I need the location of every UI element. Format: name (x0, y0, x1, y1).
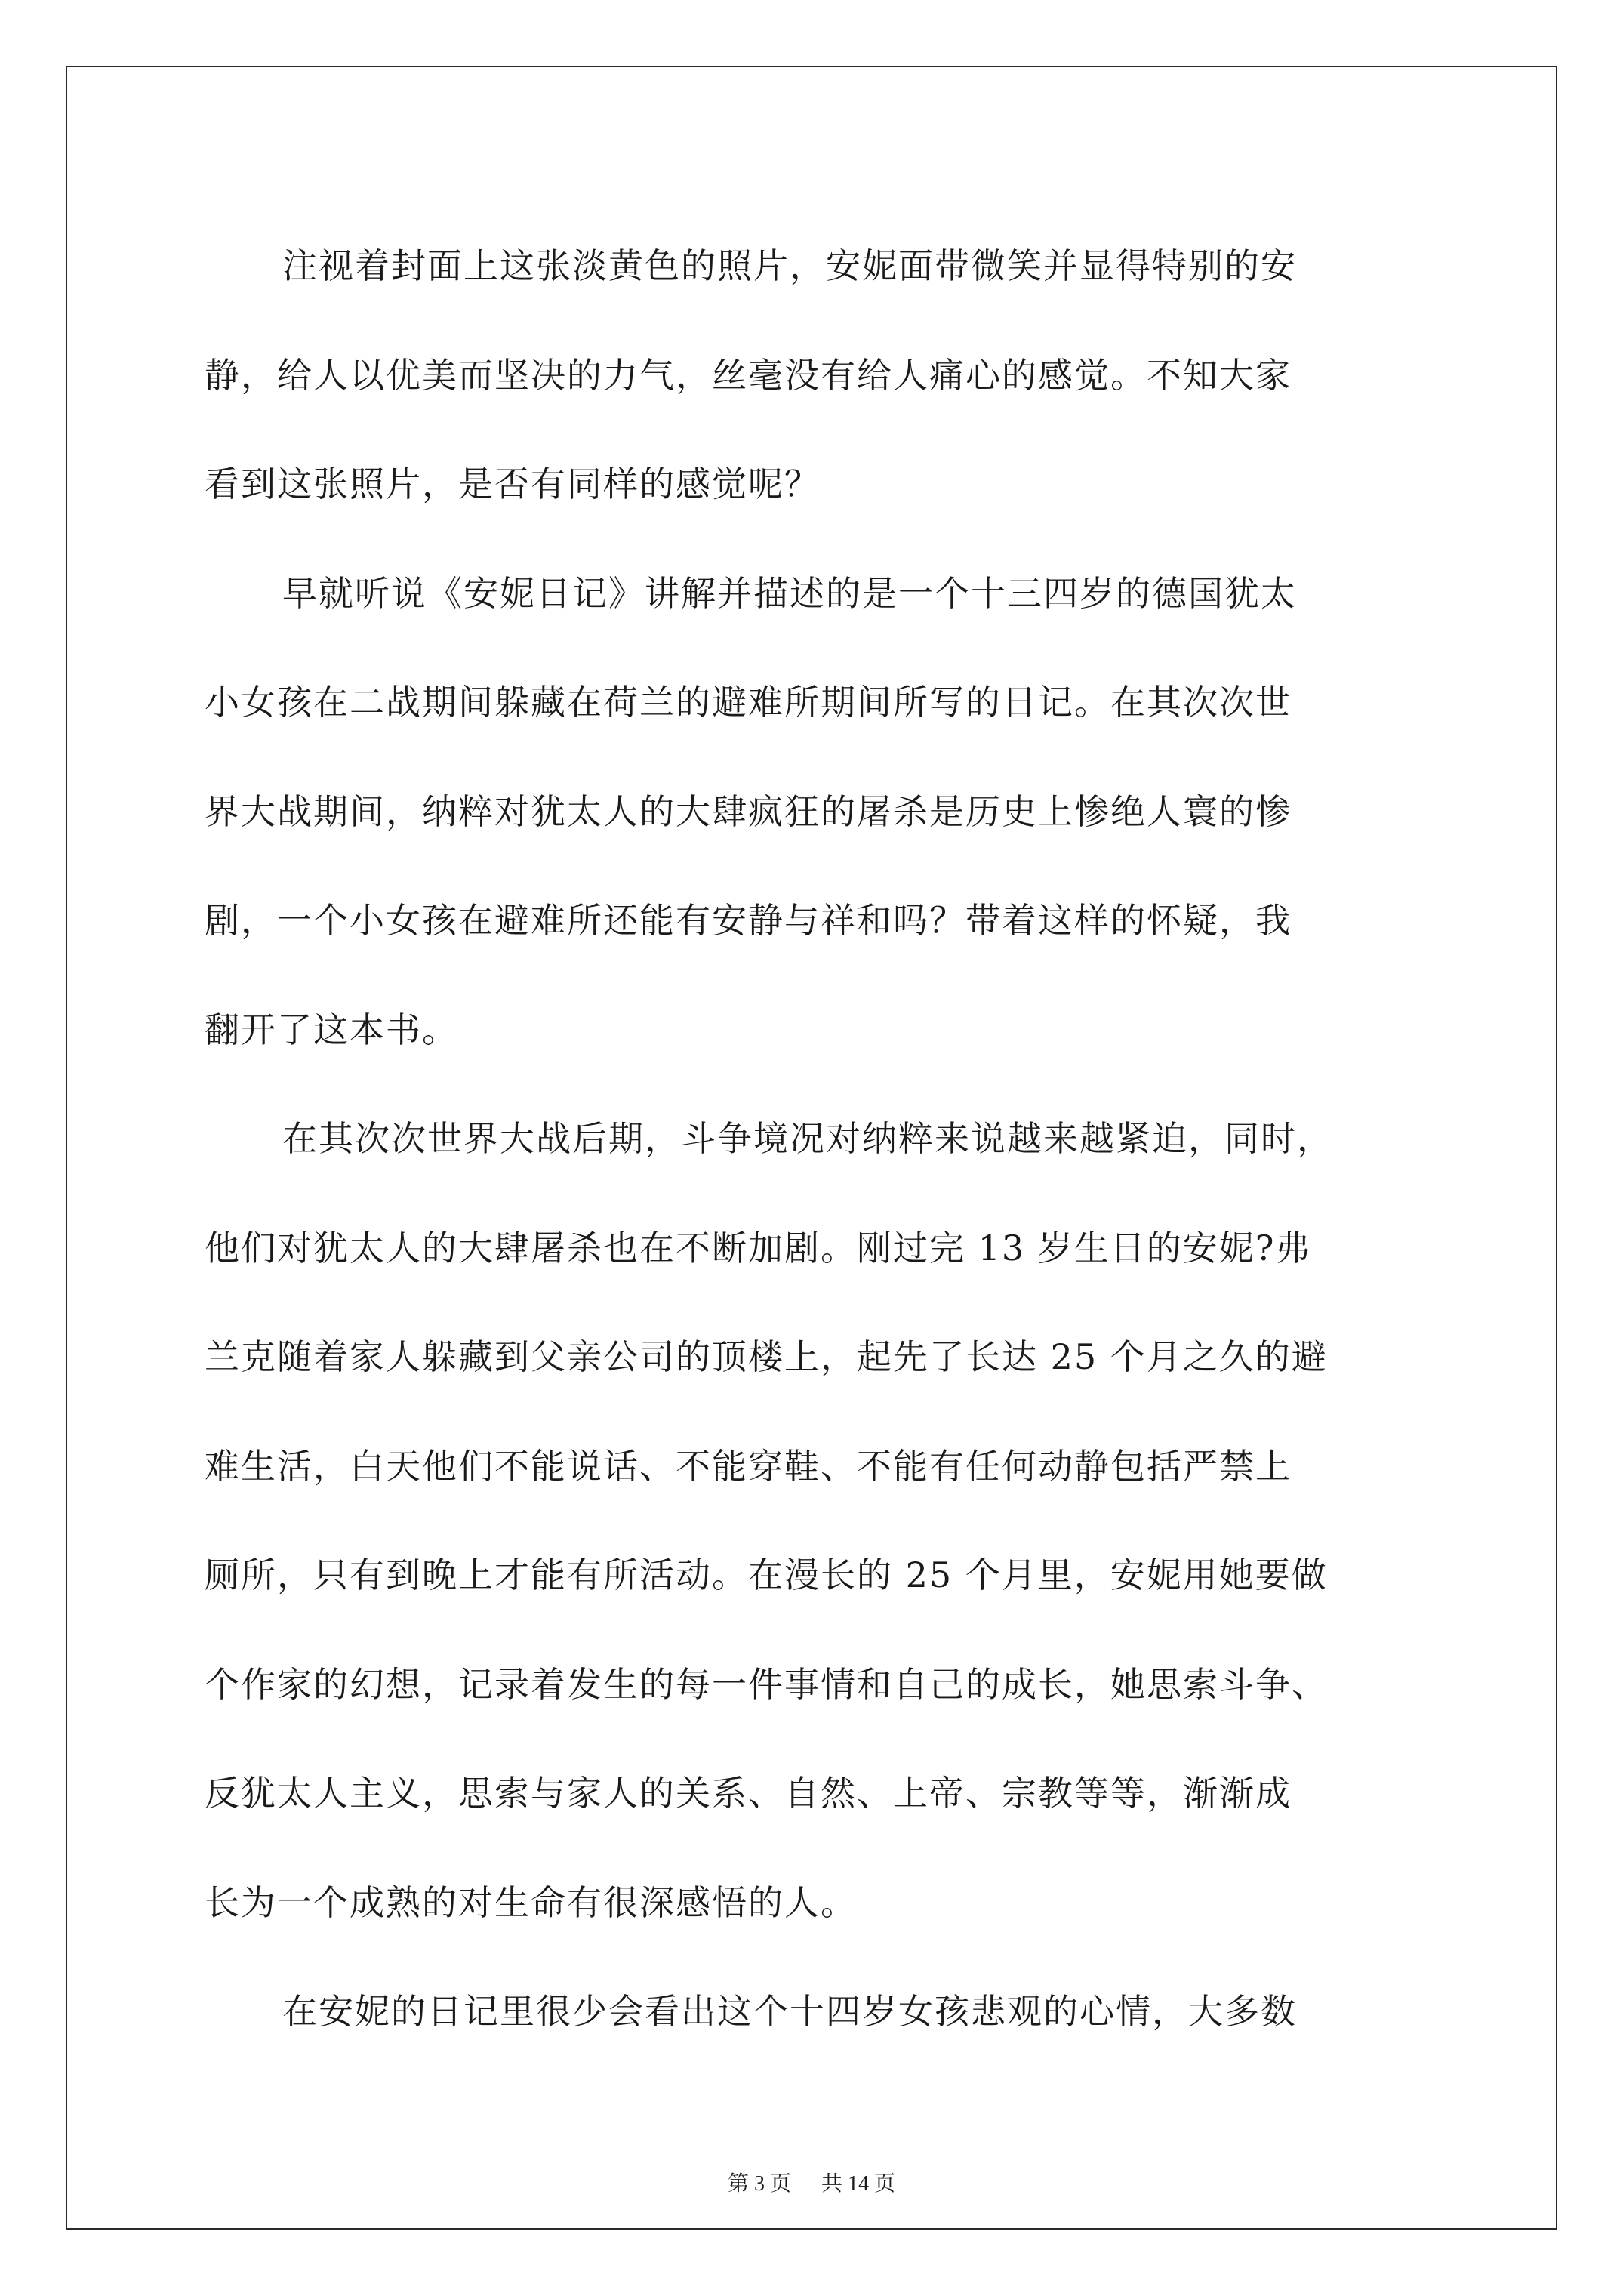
paragraph-3-line-6: 个作家的幻想，记录着发生的每一件事情和自己的成长，她思索斗争、 (205, 1663, 1328, 1705)
paragraph-3-line-3: 兰克随着家人躲藏到父亲公司的顶楼上，起先了长达 25 个月之久的避 (205, 1336, 1328, 1377)
paragraph-2-line-3: 界大战期间，纳粹对犹太人的大肆疯狂的屠杀是历史上惨绝人寰的惨 (205, 791, 1292, 832)
paragraph-4-line-1: 在安妮的日记里很少会看出这个十四岁女孩悲观的心情，大多数 (282, 1991, 1297, 2032)
paragraph-1-line-1: 注视着封面上这张淡黄色的照片，安妮面带微笑并显得特别的安 (282, 245, 1297, 286)
paragraph-3-line-7: 反犹太人主义，思索与家人的关系、自然、上帝、宗教等等，渐渐成 (205, 1773, 1292, 1814)
paragraph-2-line-1: 早就听说《安妮日记》讲解并描述的是一个十三四岁的德国犹太 (282, 572, 1297, 614)
page-footer (0, 2167, 1623, 2197)
page-number: 第 3 页 (727, 2172, 791, 2196)
paragraph-3-line-4: 难生活，白天他们不能说话、不能穿鞋、不能有任何动静包括严禁上 (205, 1445, 1292, 1487)
paragraph-1-line-3: 看到这张照片，是否有同样的感觉呢？ (205, 464, 821, 504)
paragraph-3-line-8: 长为一个成熟的对生命有很深感悟的人。 (205, 1881, 857, 1923)
paragraph-3-line-2: 他们对犹太人的大肆屠杀也在不断加剧。刚过完 13 岁生日的安妮?弗 (205, 1227, 1312, 1268)
paragraph-3-line-5: 厕所，只有到晚上才能有所活动。在漫长的 25 个月里，安妮用她要做 (205, 1555, 1328, 1595)
paragraph-3-line-1: 在其次次世界大战后期，斗争境况对纳粹来说越来越紧迫，同时， (282, 1118, 1333, 1159)
paragraph-2-line-2: 小女孩在二战期间躲藏在荷兰的避难所期间所写的日记。在其次次世 (205, 682, 1292, 723)
document-body (205, 211, 1443, 2066)
paragraph-2-line-4: 剧，一个小女孩在避难所还能有安静与祥和吗？带着这样的怀疑，我 (205, 900, 1292, 941)
paragraph-1-line-2: 静，给人以优美而坚决的力气，丝毫没有给人痛心的感觉。不知大家 (205, 354, 1292, 396)
paragraph-2-line-5: 翻开了这本书。 (205, 1009, 458, 1050)
page-total: 共 14 页 (821, 2172, 896, 2196)
